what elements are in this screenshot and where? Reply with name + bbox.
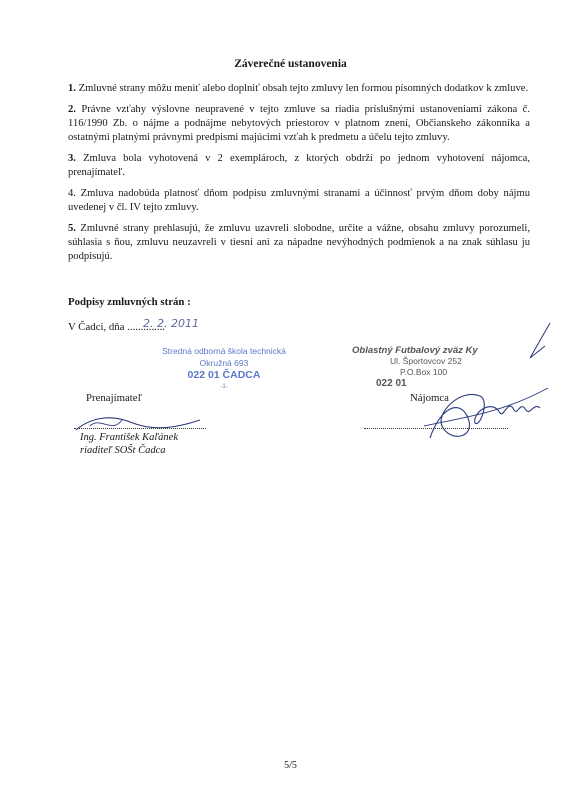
provision-5: [68, 222, 530, 264]
lessor-signature-line: [74, 428, 206, 429]
lessee-signature-line: [364, 428, 508, 429]
page-number: 5/5: [284, 760, 297, 771]
stamp-line: Ul. Športovcov 252: [390, 356, 462, 366]
provision-number: 4.: [68, 188, 76, 199]
provision-text: Zmluvné strany prehlasujú, že zmluvu uzavreli slobodne, určite a vážne, obsahu zmluvy porozumeli, súhlasia s ňou, zmluvu neuzavreli v tiesni ani za nápadne nevýhodných podmienok a na znak súhlasu ju podpisujú.: [68, 223, 530, 262]
provision-number: 5.: [68, 223, 76, 234]
provision-4: [68, 187, 530, 215]
provision-text: Právne vzťahy výslovne neupravené v tejto zmluve sa riadia príslušnými ustanoveniami zákona č. 116/1990 Zb. o nájme a podnájme nebytových priestorov v platnom znení, Občianskeho zákonníka a ostatnými platnými právnymi predpismi majúcimi vzťah k predmetu a účelu tejto zmluvy.: [68, 104, 530, 143]
lessor-label: Prenajímateľ: [86, 392, 142, 404]
provision-3: [68, 152, 530, 180]
stamp-line: Oblastný Futbalový zväz Ky: [352, 345, 478, 356]
place-date-line: V Čadci, dňa ..............: [68, 321, 165, 333]
school-stamp: [160, 345, 288, 393]
stamp-line: P.O.Box 100: [400, 367, 448, 377]
provision-number: 2.: [68, 104, 76, 115]
provisions-list: [68, 82, 530, 271]
stamp-line: 022 01: [376, 378, 407, 389]
provision-number: 3.: [68, 153, 76, 164]
signer-name: Ing. František Kaľánek: [80, 432, 179, 443]
stamp-line: Okružná 693: [199, 358, 249, 368]
lessee-label: Nájomca: [410, 392, 449, 404]
signer-title: riaditeľ SOŠt Čadca: [80, 445, 166, 456]
signatures-heading: Podpisy zmluvných strán :: [68, 296, 191, 308]
provision-number: 1.: [68, 83, 76, 94]
handwritten-date: [143, 311, 213, 335]
provision-text: Zmluva nadobúda platnosť dňom podpisu zmluvnými stranami a účinnosť prvým dňom doby nájmu uvedenej v čl. IV tejto zmluvy.: [68, 188, 530, 213]
stamp-line: Stredná odborná škola technická: [162, 346, 286, 356]
section-title: Záverečné ustanovenia: [234, 58, 347, 70]
stamp-line: 022 01 ČADCA: [187, 369, 261, 381]
handwritten-date-text: 2. 2. 2011: [143, 317, 199, 330]
provision-1: [68, 82, 530, 96]
provision-text: Zmluvné strany môžu meniť alebo doplniť obsah tejto zmluvy len formou písomných dodatkov k zmluve.: [75, 83, 529, 94]
provision-2: [68, 103, 530, 145]
stamp-line: -1-: [220, 384, 228, 390]
provision-text: Zmluva bola vyhotovená v 2 exemplároch, z ktorých obdrží po jednom vyhotovení nájomca, prenajímateľ.: [68, 153, 530, 178]
signer-block: [80, 431, 178, 457]
